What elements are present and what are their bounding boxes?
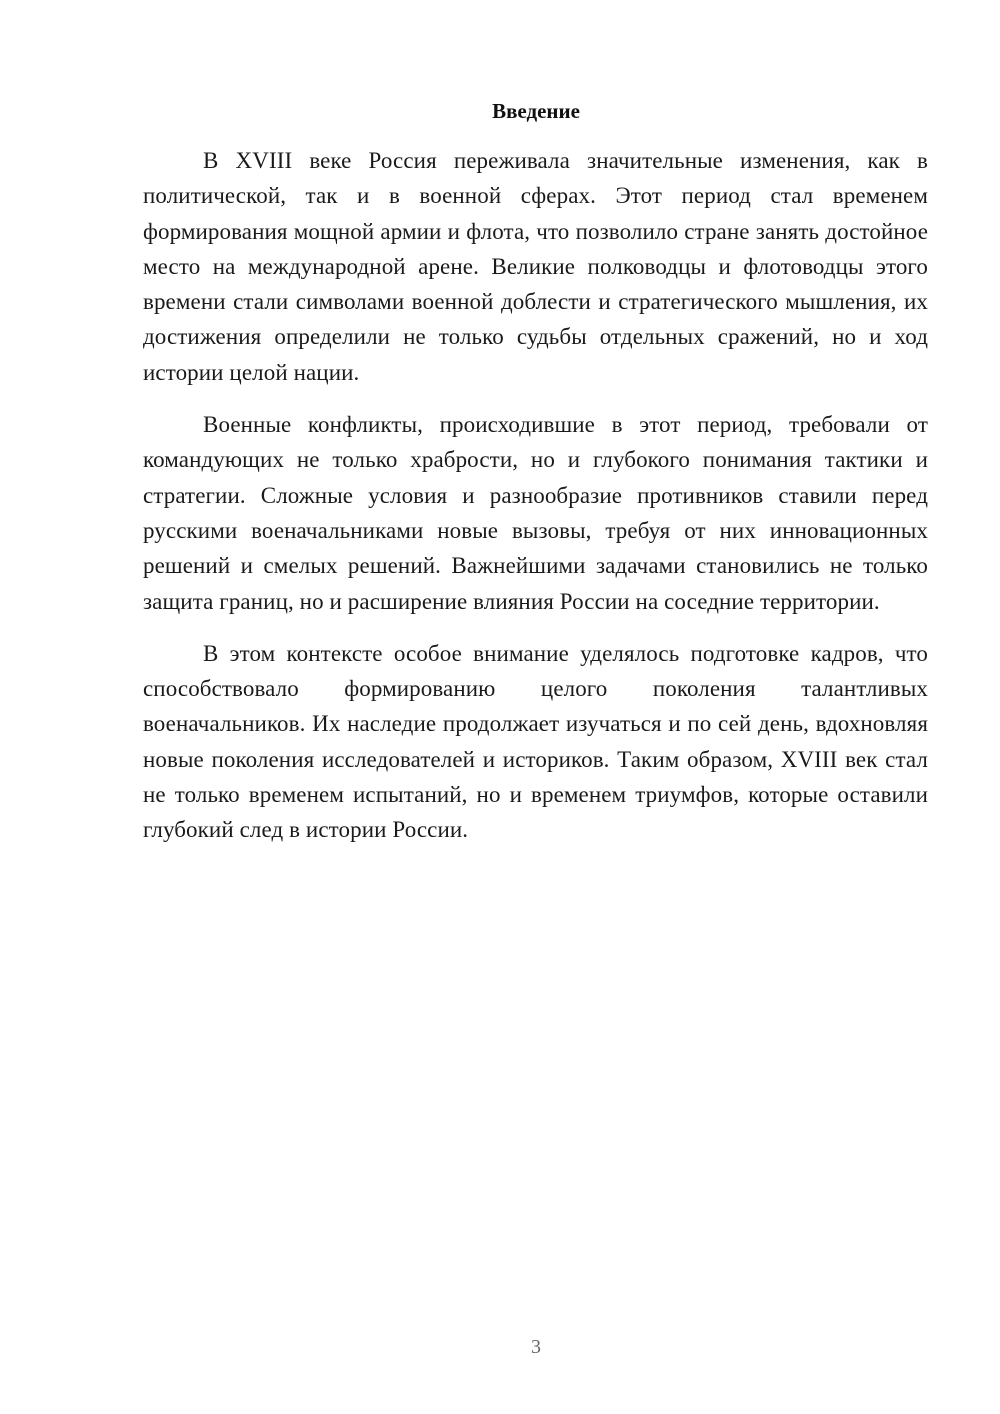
paragraph-2: Военные конфликты, происходившие в этот период, требовали от командующих не только храбрости, но и глубокого понимания тактики и стратегии. Сложные условия и разнообразие противников ставили перед русскими военачальниками новые вызовы, требуя от них инновационных решений и смелых решений. Важнейшими задачами становились не только защита границ, но и расширение влияния России на соседние территории. xyxy=(143,412,928,614)
page-number: 3 xyxy=(531,1336,541,1358)
paragraph-1: В XVIII веке Россия переживала значительные изменения, как в политической, так и в военной сферах. Этот период стал временем формирования мощной армии и флота, что позволило стране занять достойное место на международной арене. Великие полководцы и флотоводцы этого времени стали символами военной доблести и стратегического мышления, их достижения определили не только судьбы отдельных сражений, но и ход истории целой нации. xyxy=(143,148,928,385)
section-title: Введение xyxy=(492,99,580,123)
body-text xyxy=(143,143,928,865)
paragraph-3: В этом контексте особое внимание уделялось подготовке кадров, что способствовало формированию целого поколения талантливых военачальников. Их наследие продолжает изучаться и по сей день, вдохновляя новые поколения исследователей и историков. Таким образом, XVIII век стал не только временем испытаний, но и временем триумфов, которые оставили глубокий след в истории России. xyxy=(143,640,928,843)
